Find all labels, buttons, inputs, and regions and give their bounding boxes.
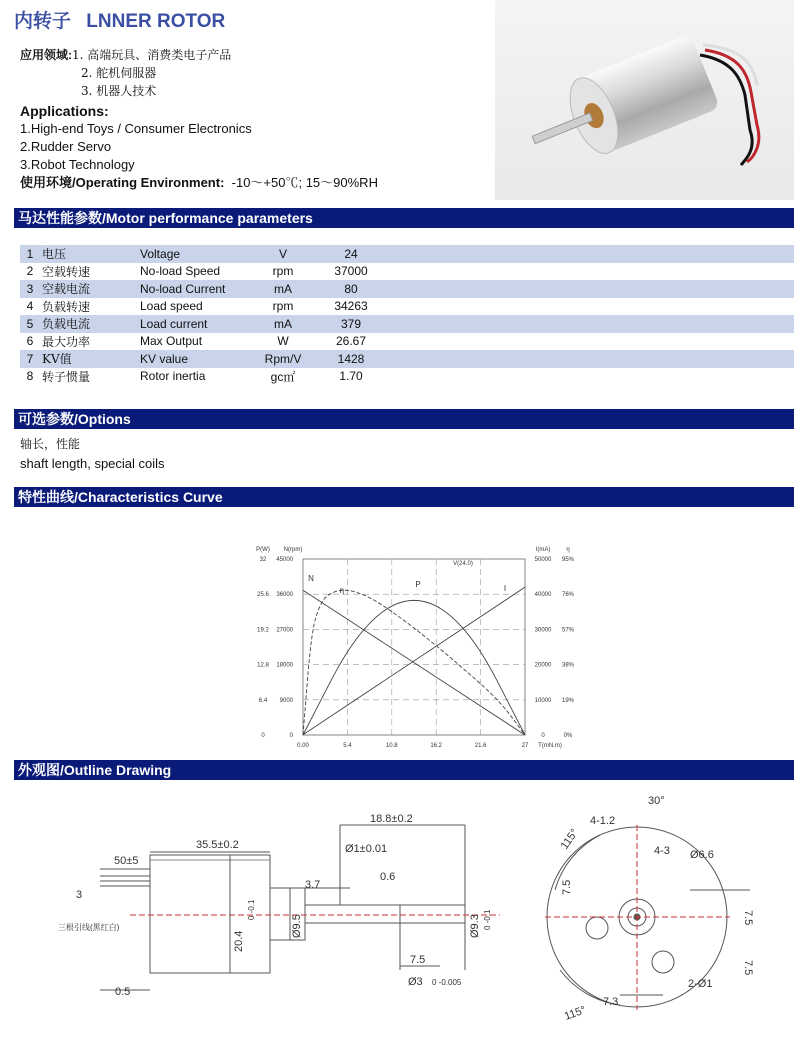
lead-wires-label: 三根引线(黑红白) [58, 923, 120, 932]
param-value: 26.67 [335, 334, 367, 349]
applications-cn-item: 1. 高端玩具、消费类电子产品 [72, 48, 232, 62]
param-name-en: KV value [140, 351, 189, 366]
applications-en-item: 2.Rudder Servo [20, 139, 112, 154]
tick-x: 16.2 [430, 743, 443, 749]
dim-phi9-3-tol: 0 -0.1 [483, 909, 492, 930]
param-value: 24 [344, 246, 358, 261]
dim-7-5-b: 7.5 [742, 910, 754, 926]
dim-35-5: 35.5±0.2 [196, 839, 239, 851]
parameter-row [20, 298, 794, 316]
tick-eff: 19% [561, 697, 575, 704]
tick-speed: 36000 [276, 592, 293, 599]
dim-0-5: 0.5 [115, 986, 131, 998]
tick-eff: 76% [561, 592, 575, 599]
param-name-en: Load speed [140, 299, 203, 314]
motor-photo [495, 0, 794, 200]
tick-power: 19.2 [257, 627, 269, 634]
param-value: 379 [340, 316, 362, 331]
parameter-row [20, 368, 794, 386]
dim-phi6-6: Ø6.6 [690, 849, 714, 861]
tick-x: 10.8 [385, 743, 398, 749]
tick-eff: 57% [561, 627, 575, 634]
chart-frame [303, 559, 525, 735]
param-name-en: Rotor inertia [140, 369, 206, 384]
tick-speed: 45000 [276, 557, 293, 563]
axis-label-x: T(mN.m) [538, 743, 562, 749]
tick-eff: 38% [561, 662, 575, 669]
dim-3: 3 [76, 889, 83, 901]
param-value: 34263 [334, 299, 368, 314]
param-name-en: Load current [140, 316, 208, 331]
axis-label-speed: N(rpm) [283, 547, 303, 553]
tick-current: 50000 [534, 557, 552, 563]
param-no: 8 [26, 369, 34, 384]
dim-20-4-tol: 0 -0.1 [247, 899, 256, 920]
applications-cn-item: 2. 舵机伺服器 [81, 66, 157, 80]
section-performance: 马达性能参数/Motor performance parameters [14, 208, 794, 228]
param-no: 2 [26, 264, 34, 279]
applications-cn-label: 应用领域: [20, 48, 72, 62]
param-value: 80 [344, 281, 358, 296]
param-unit: mA [274, 316, 292, 331]
param-unit: Rpm/V [264, 351, 302, 366]
param-no: 5 [26, 316, 34, 331]
applications-en-heading: Applications: [20, 103, 109, 119]
title-en: LNNER ROTOR [86, 11, 226, 32]
param-name-en: No-load Speed [140, 264, 221, 279]
applications-en-item: 3.Robot Technology [20, 157, 135, 172]
series-label: η [339, 586, 345, 595]
axis-label-current: I(mA) [535, 547, 551, 553]
tick-current: 10000 [534, 697, 552, 704]
parameter-row [20, 350, 794, 368]
options-block [20, 435, 165, 473]
tick-power: 6.4 [258, 697, 268, 704]
applications-cn-item: 3. 机器人技术 [81, 84, 157, 98]
page-title [14, 6, 225, 33]
param-no: 7 [26, 351, 34, 366]
tick-current: 40000 [534, 592, 552, 599]
dim-7-3: 7.3 [603, 996, 619, 1008]
series-line-current [303, 587, 525, 735]
dim-4-3: 4-3 [654, 845, 670, 857]
series-line-power [303, 600, 525, 735]
dim-phi1: Ø1±0.01 [345, 843, 388, 855]
series-label: I [503, 584, 507, 593]
axis-label-eff: η [566, 547, 570, 553]
tick-current: 20000 [534, 662, 552, 669]
parameter-row [20, 280, 794, 298]
tick-x: 21.6 [474, 743, 487, 749]
series-line-speed [303, 590, 525, 735]
param-name-cn: 负载电流 [42, 317, 91, 332]
param-unit: gc㎡ [270, 369, 296, 384]
axis-label-power: P(W) [256, 547, 270, 553]
param-filler [384, 263, 794, 281]
tick-power: 25.6 [257, 592, 269, 599]
param-filler [384, 350, 794, 368]
param-name-cn: 空载电流 [42, 282, 91, 297]
param-filler [384, 315, 794, 333]
param-no: 6 [26, 334, 34, 349]
dim-7-5: 7.5 [410, 954, 426, 966]
param-unit: W [277, 334, 289, 349]
chart-title: V(24.0) [453, 561, 473, 567]
param-name-cn: 电压 [42, 247, 67, 262]
applications-en-item: 1.High-end Toys / Consumer Electronics [20, 121, 252, 136]
dim-7-5-c: 7.5 [742, 960, 754, 976]
param-filler [384, 333, 794, 351]
dim-115-top: 115° [558, 826, 582, 852]
param-name-cn: 转子惯量 [42, 369, 91, 384]
param-filler [384, 280, 794, 298]
environment-label: 使用环境/Operating Environment: [20, 175, 225, 190]
parameter-row [20, 315, 794, 333]
dim-2-phi1: 2-Ø1 [688, 978, 713, 990]
param-value: 1.70 [339, 369, 363, 384]
outline-drawing [0, 780, 804, 1041]
parameter-row [20, 245, 794, 263]
tick-x: 0.00 [297, 743, 309, 749]
param-name-cn: KV值 [42, 352, 72, 367]
param-unit: rpm [272, 264, 294, 279]
param-no: 3 [26, 281, 34, 296]
tick-eff: 95% [561, 557, 575, 563]
param-name-cn: 最大功率 [42, 334, 91, 349]
parameters-table [20, 245, 794, 385]
tick-current: 30000 [534, 627, 552, 634]
tick-power: 0 [261, 733, 265, 739]
param-value: 1428 [337, 351, 365, 366]
dim-phi3-tol: 0 -0.005 [432, 978, 462, 987]
parameter-row [20, 263, 794, 281]
dim-30deg: 30° [648, 795, 665, 807]
param-unit: V [278, 246, 287, 261]
param-filler [384, 298, 794, 316]
tick-x: 27 [521, 743, 529, 749]
tick-eff: 0% [563, 733, 573, 739]
series-label: N [308, 574, 314, 583]
section-curve: 特性曲线/Characteristics Curve [14, 487, 794, 507]
param-name-en: Voltage [140, 246, 181, 261]
param-no: 1 [26, 246, 34, 261]
param-name-cn: 空载转速 [42, 264, 91, 279]
tick-power: 12.8 [257, 662, 269, 669]
options-en: shaft length, special coils [20, 456, 165, 471]
param-name-en: No-load Current [140, 281, 226, 296]
tick-speed: 27000 [276, 627, 293, 634]
options-cn: 轴长，性能 [20, 437, 81, 451]
title-cn: 内转子 [14, 11, 72, 32]
dim-115-bottom: 115° [562, 1004, 588, 1023]
tick-x: 5.4 [343, 743, 352, 749]
dim-50: 50±5 [114, 855, 139, 867]
param-filler [384, 245, 794, 263]
dim-0-6: 0.6 [380, 871, 396, 883]
dim-20-4: 20.4 [233, 930, 245, 952]
tick-speed: 18000 [276, 662, 293, 669]
dim-7-5-a: 7.5 [561, 879, 573, 895]
parameter-row [20, 333, 794, 351]
characteristics-chart [240, 537, 580, 759]
param-unit: mA [274, 281, 292, 296]
param-value: 37000 [334, 264, 368, 279]
param-no: 4 [26, 299, 34, 314]
dim-3-7: 3.7 [305, 879, 321, 891]
param-name-en: Max Output [140, 334, 203, 349]
dim-18-8: 18.8±0.2 [370, 813, 413, 825]
tick-current: 0 [541, 733, 545, 739]
section-outline: 外观图/Outline Drawing [14, 760, 794, 780]
tick-speed: 9000 [279, 697, 293, 704]
environment-value: -10～+50℃; 15～90%RH [231, 175, 378, 190]
series-label: P [415, 580, 421, 589]
tick-power: 32 [259, 557, 267, 563]
param-unit: rpm [272, 299, 294, 314]
dim-phi9-5: Ø9.5 [291, 914, 303, 938]
shaft-outline [305, 905, 465, 923]
dim-phi9-3: Ø9.3 [469, 914, 481, 938]
applications-block [20, 46, 378, 192]
dim-phi3: Ø3 [408, 976, 423, 988]
dim-4-1-2: 4-1.2 [590, 815, 616, 827]
param-name-cn: 负载转速 [42, 299, 91, 314]
param-filler [384, 368, 794, 386]
section-options: 可选参数/Options [14, 409, 794, 429]
tick-speed: 0 [289, 733, 293, 739]
